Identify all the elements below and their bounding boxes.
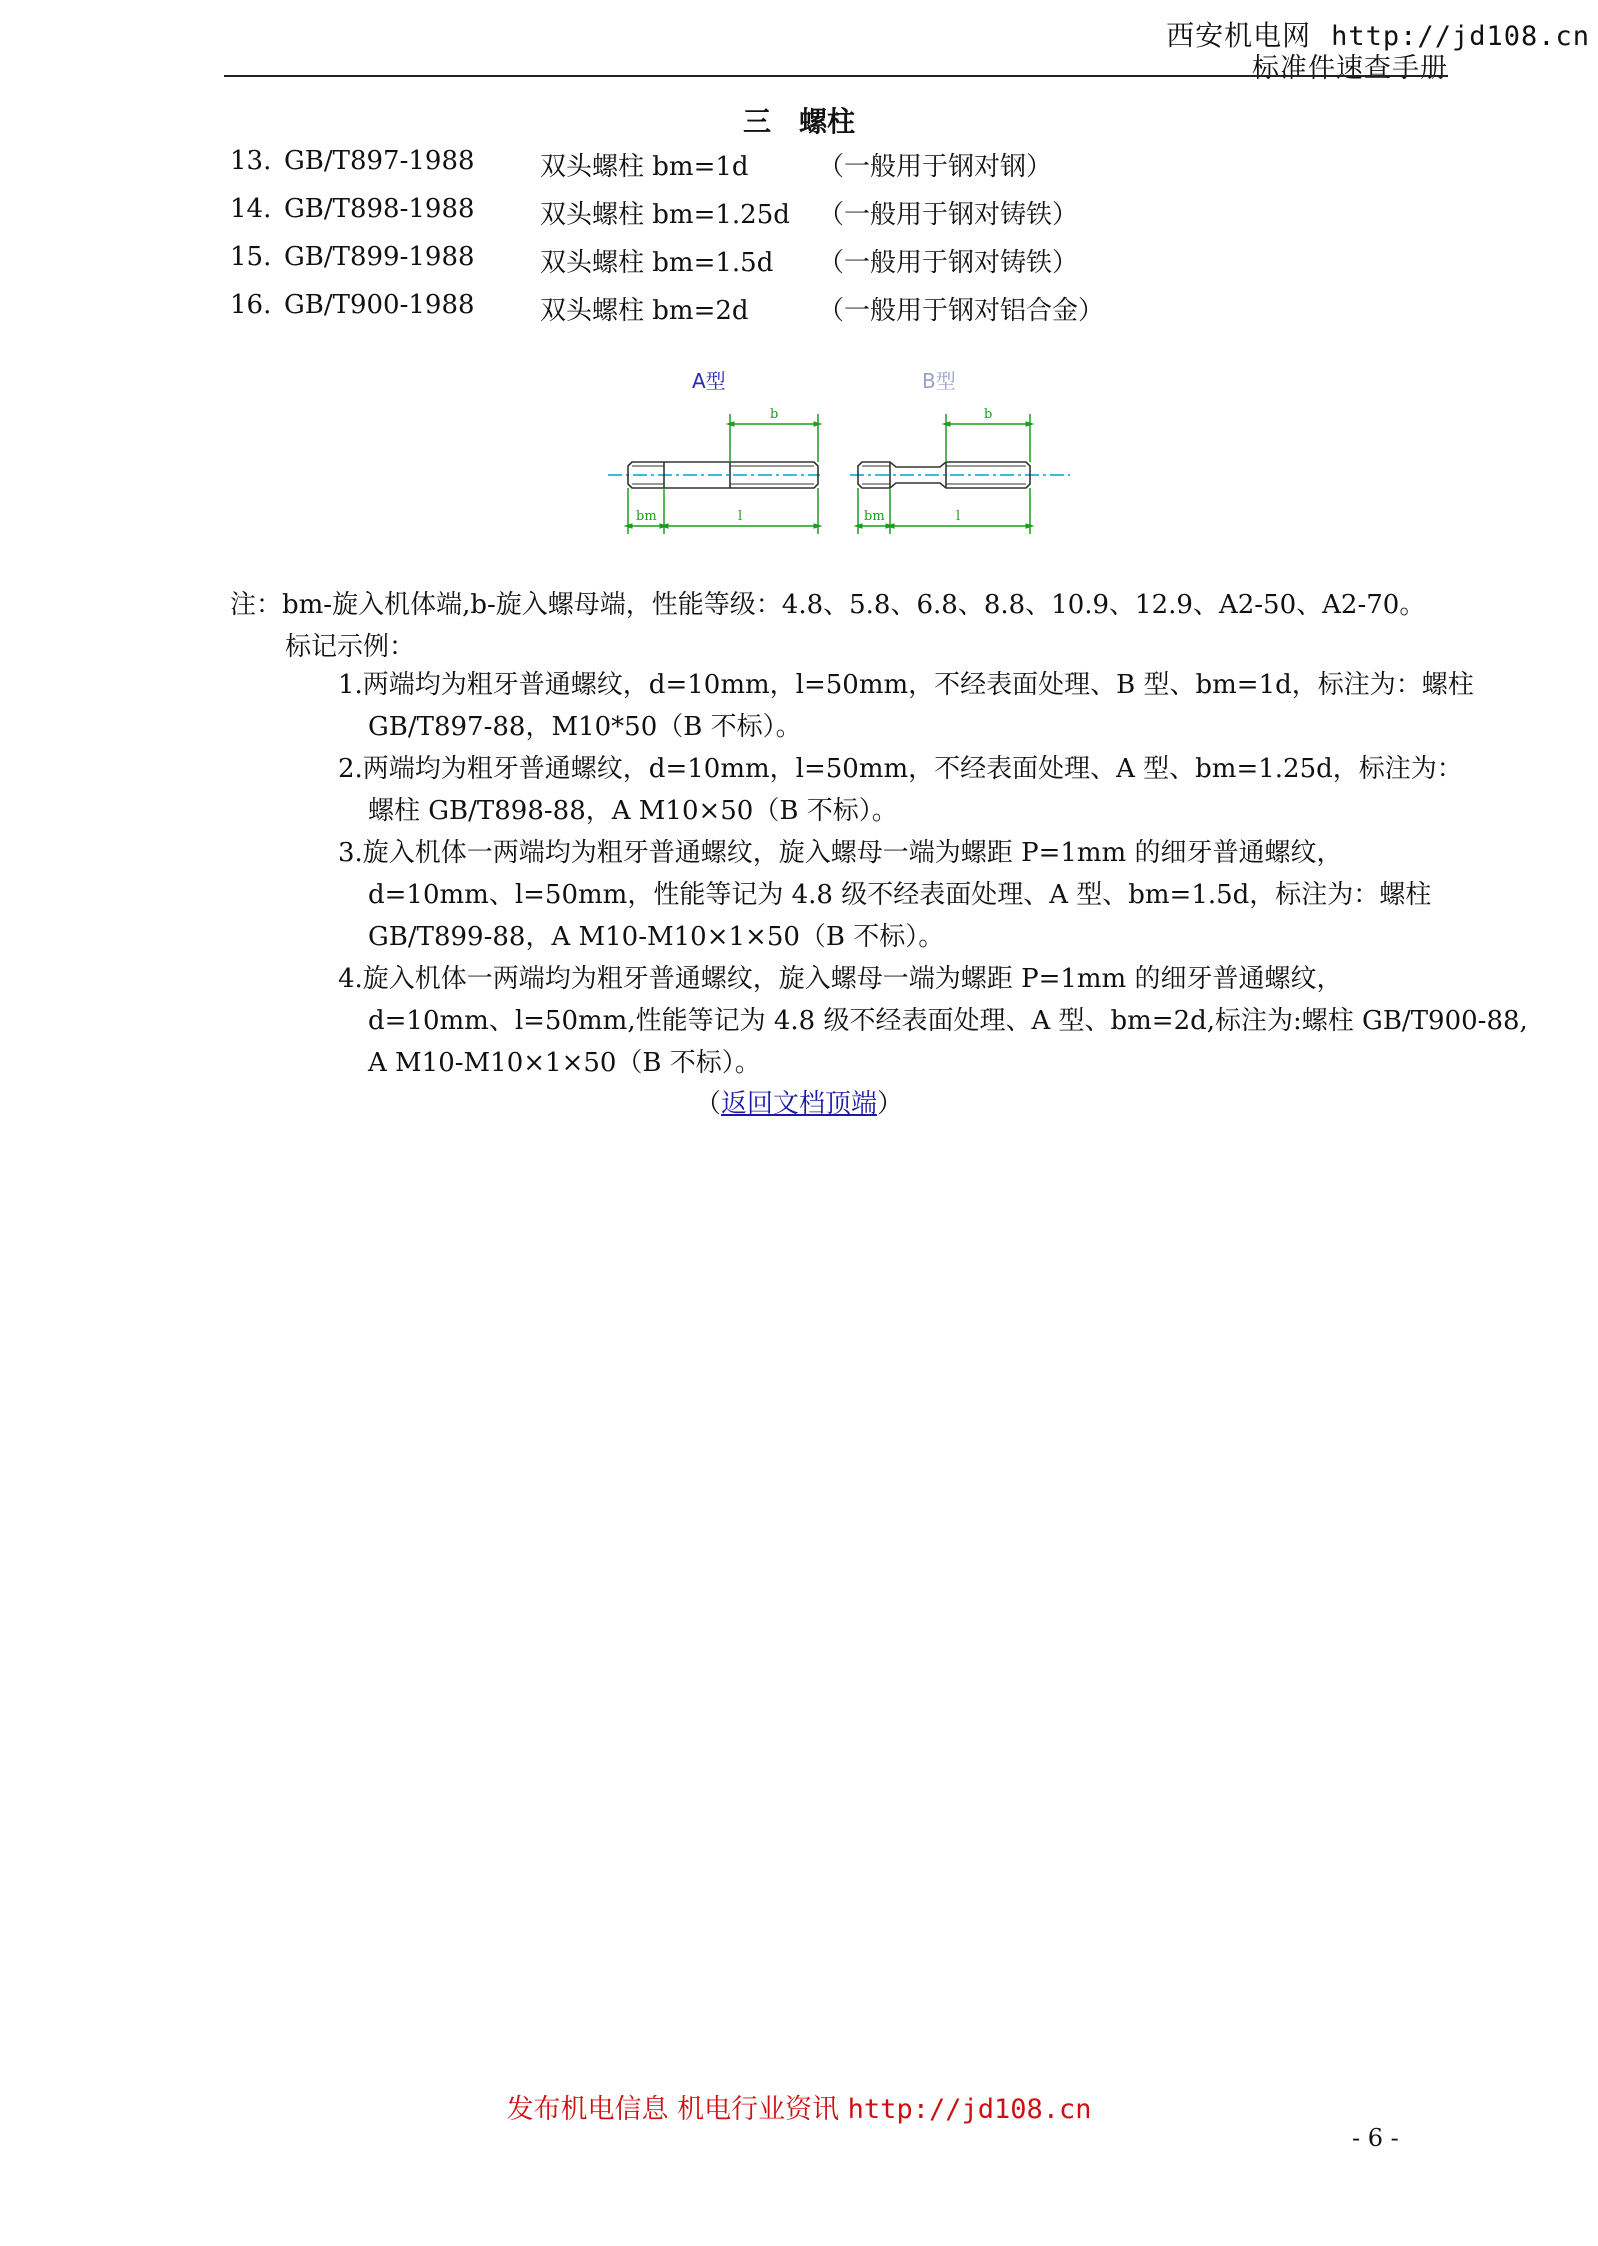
header-url[interactable]: http://jd108.cn [1331, 21, 1590, 52]
header-divider [224, 75, 1448, 77]
note-text: 注：bm-旋入机体端,b-旋入螺母端，性能等级：4.8、5.8、6.8、8.8、10.9、12.9、A2-50、A2-70。 [230, 590, 1426, 620]
dim-l-label-b: l [956, 509, 961, 524]
footer [0, 2087, 1598, 2126]
page-number: - 6 - [1352, 2124, 1399, 2152]
examples-heading: 标记示例： [285, 632, 416, 662]
type-b-label: B型 [922, 369, 956, 393]
dim-bm-label-a: bm [636, 509, 657, 524]
back-close-paren: ） [877, 1089, 904, 1119]
header-site-name: 西安机电网 [1166, 19, 1312, 52]
dim-l-label-a: l [738, 509, 743, 524]
example-item [338, 748, 1463, 832]
standard-name: 双头螺柱 bm=2d [540, 296, 749, 326]
standard-usage: （一般用于钢对铸铁） [818, 200, 1079, 230]
standard-name: 双头螺柱 bm=1.5d [540, 248, 774, 278]
standard-code: GB/T897-1988 [284, 146, 475, 176]
standard-code: GB/T898-1988 [284, 194, 475, 224]
example-line: 2.两端均为粗牙普通螺纹，d=10mm，l=50mm，不经表面处理、A 型、bm=1.25d，标注为： [338, 754, 1463, 784]
example-line: 4.旋入机体一两端均为粗牙普通螺纹，旋入螺母一端为螺距 P=1mm 的细牙普通螺纹， [338, 964, 1343, 994]
back-to-top-link[interactable]: 返回文档顶端 [720, 1089, 877, 1119]
dim-bm-label-b: bm [864, 509, 885, 524]
footer-url[interactable]: http://jd108.cn [847, 2094, 1092, 2125]
header-book-title: 标准件速查手册 [1252, 53, 1448, 84]
example-item [338, 832, 1431, 958]
example-item [338, 664, 1474, 748]
standard-usage: （一般用于钢对钢） [818, 152, 1053, 182]
example-line: d=10mm、l=50mm,性能等记为 4.8 级不经表面处理、A 型、bm=2d,标注为:螺柱 GB/T900-88, [368, 1006, 1528, 1036]
example-line: GB/T897-88，M10*50（B 不标）。 [368, 712, 802, 742]
standard-number: 16. [230, 290, 272, 320]
dim-b-label-b: b [984, 407, 993, 422]
footer-text: 发布机电信息 机电行业资讯 [506, 2094, 840, 2125]
type-a-label: A型 [692, 369, 726, 393]
standard-usage: （一般用于钢对铸铁） [818, 248, 1079, 278]
example-line: GB/T899-88，A M10-M10×1×50（B 不标）。 [368, 922, 945, 952]
standard-number: 13. [230, 146, 272, 176]
standard-number: 14. [230, 194, 272, 224]
example-item [338, 958, 1528, 1084]
standard-usage: （一般用于钢对铝合金） [818, 296, 1105, 326]
example-line: 3.旋入机体一两端均为粗牙普通螺纹，旋入螺母一端为螺距 P=1mm 的细牙普通螺纹， [338, 838, 1343, 868]
example-line: A M10-M10×1×50（B 不标）。 [368, 1048, 761, 1078]
section-title: 三 螺柱 [742, 105, 855, 138]
back-open-paren: （ [694, 1089, 721, 1119]
stud-diagram [600, 362, 1080, 547]
standard-number: 15. [230, 242, 272, 272]
example-line: 1.两端均为粗牙普通螺纹，d=10mm，l=50mm，不经表面处理、B 型、bm=1d，标注为：螺柱 [338, 670, 1474, 700]
standard-code: GB/T900-1988 [284, 290, 475, 320]
example-line: 螺柱 GB/T898-88，A M10×50（B 不标）。 [368, 796, 898, 826]
back-to-top [0, 1083, 1598, 1120]
standard-name: 双头螺柱 bm=1.25d [540, 200, 790, 230]
standard-name: 双头螺柱 bm=1d [540, 152, 749, 182]
example-line: d=10mm、l=50mm，性能等记为 4.8 级不经表面处理、A 型、bm=1.5d，标注为：螺柱 [368, 880, 1432, 910]
standard-code: GB/T899-1988 [284, 242, 475, 272]
dim-b-label-a: b [770, 407, 779, 422]
